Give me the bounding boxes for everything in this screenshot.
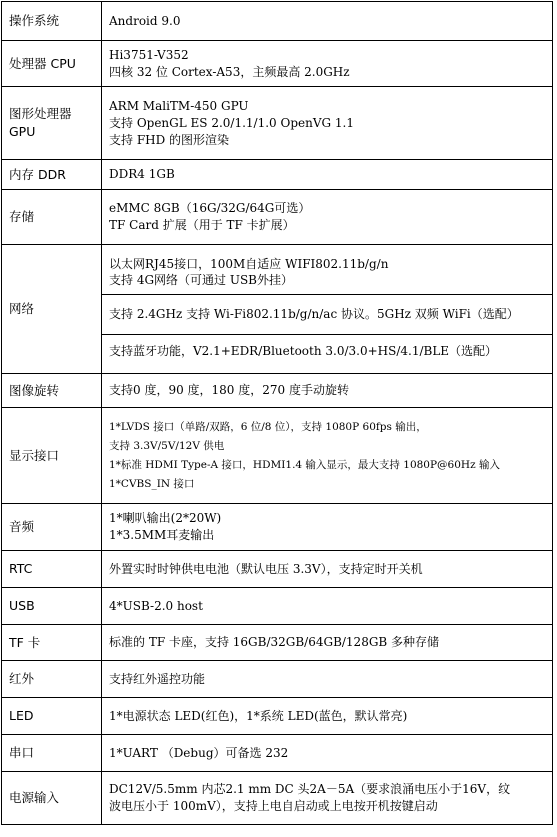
spec-line: 1*LVDS 接口（单路/双路，6 位/8 位），支持 1080P 60fps 输出，	[109, 420, 427, 433]
spec-line: 支持 2.4GHz 支持 Wi-Fi802.11b/g/n/ac 协议。5GHz 双频 WiFi（选配）	[109, 306, 519, 321]
spec-line: ARM MaliTM-450 GPU	[109, 98, 249, 113]
spec-row	[2, 87, 553, 160]
network-subrow	[102, 335, 552, 369]
spec-line: 支持0 度，90 度，180 度，270 度手动旋转	[109, 383, 349, 397]
spec-value	[102, 551, 553, 588]
spec-key: 红外	[2, 661, 102, 698]
spec-line: 支持蓝牙功能，V2.1+EDR/Bluetooth 3.0/3.0+HS/4.1/BLE（选配）	[109, 344, 498, 358]
spec-line: 支持 OpenGL ES 2.0/1.1/1.0 OpenVG 1.1	[109, 115, 354, 130]
spec-line: DDR4 1GB	[109, 167, 175, 181]
spec-key: RTC	[2, 551, 102, 588]
spec-line: 外置实时时钟供电电池（默认电压 3.3V），支持定时开关机	[109, 561, 423, 576]
spec-key: 网络	[2, 245, 102, 374]
spec-line: Android 9.0	[109, 13, 181, 28]
spec-line: 1*标准 HDMI Type-A 接口，HDMI1.4 输入显示，最大支持 1080P@60Hz 输入	[109, 458, 500, 471]
spec-value-network	[102, 245, 553, 374]
spec-key: 存储	[2, 190, 102, 245]
spec-value	[102, 2, 553, 41]
spec-value	[102, 625, 553, 661]
spec-line: 1*电源状态 LED(红色)，1*系统 LED(蓝色，默认常亮)	[109, 708, 408, 723]
spec-row	[2, 698, 553, 735]
spec-line: DC12V/5.5mm 内芯2.1 mm DC 头2A－5A（要求浪涌电压小于16V，纹	[109, 782, 511, 796]
spec-line: 标准的 TF 卡座，支持 16GB/32GB/64GB/128GB 多种存储	[109, 635, 440, 649]
spec-value	[102, 661, 553, 698]
spec-line: 支持 FHD 的图形渲染	[109, 132, 230, 147]
spec-key: 串口	[2, 735, 102, 772]
spec-line: 1*喇叭输出(2*20W)	[109, 511, 222, 525]
spec-key: 内存 DDR	[2, 160, 102, 190]
spec-line: 1*3.5MM耳麦输出	[109, 528, 215, 542]
spec-line: 4*USB-2.0 host	[109, 598, 203, 613]
spec-value	[102, 772, 553, 825]
spec-row	[2, 772, 553, 825]
spec-row	[2, 661, 553, 698]
spec-value	[102, 408, 553, 504]
spec-key: LED	[2, 698, 102, 735]
spec-table	[1, 1, 553, 825]
spec-row	[2, 551, 553, 588]
spec-value	[102, 41, 553, 87]
spec-row	[2, 41, 553, 87]
spec-line: eMMC 8GB（16G/32G/64G可选）	[109, 201, 311, 215]
spec-value	[102, 190, 553, 245]
spec-key: TF 卡	[2, 625, 102, 661]
spec-row	[2, 588, 553, 625]
spec-line: 1*CVBS_IN 接口	[109, 477, 195, 490]
spec-value	[102, 374, 553, 408]
spec-key: 显示接口	[2, 408, 102, 504]
spec-line: 支持 3.3V/5V/12V 供电	[109, 439, 225, 452]
spec-row	[2, 625, 553, 661]
spec-row	[2, 408, 553, 504]
spec-value	[102, 87, 553, 160]
spec-line: 以太网RJ45接口，100M自适应 WIFI802.11b/g/n	[109, 256, 389, 271]
network-subrow	[102, 295, 552, 335]
spec-line: 1*UART （Debug）可备选 232	[109, 745, 289, 760]
spec-row	[2, 160, 553, 190]
spec-key: 处理器 CPU	[2, 41, 102, 87]
spec-line: 支持红外遥控功能	[109, 671, 206, 686]
spec-key: 电源输入	[2, 772, 102, 825]
network-subrow	[102, 250, 552, 295]
spec-line: 波电压小于 100mV），支持上电自启动或上电按开机按键启动	[109, 799, 438, 813]
spec-line: TF Card 扩展（用于 TF 卡扩展）	[109, 218, 295, 232]
spec-key: 操作系统	[2, 2, 102, 41]
spec-value	[102, 735, 553, 772]
spec-row	[2, 735, 553, 772]
spec-key: 音频	[2, 504, 102, 551]
spec-value	[102, 504, 553, 551]
spec-row	[2, 2, 553, 41]
spec-key: 图像旋转	[2, 374, 102, 408]
spec-line: 支持 4G网络（可通过 USB外挂）	[109, 272, 294, 287]
spec-line: 四核 32 位 Cortex-A53，主频最高 2.0GHz	[109, 64, 350, 79]
spec-value	[102, 160, 553, 190]
spec-line: Hi3751-V352	[109, 47, 189, 62]
spec-row	[2, 190, 553, 245]
spec-row	[2, 245, 553, 374]
spec-row	[2, 374, 553, 408]
spec-key: USB	[2, 588, 102, 625]
spec-value	[102, 588, 553, 625]
spec-row	[2, 504, 553, 551]
spec-value	[102, 698, 553, 735]
spec-key: 图形处理器 GPU	[2, 87, 102, 160]
